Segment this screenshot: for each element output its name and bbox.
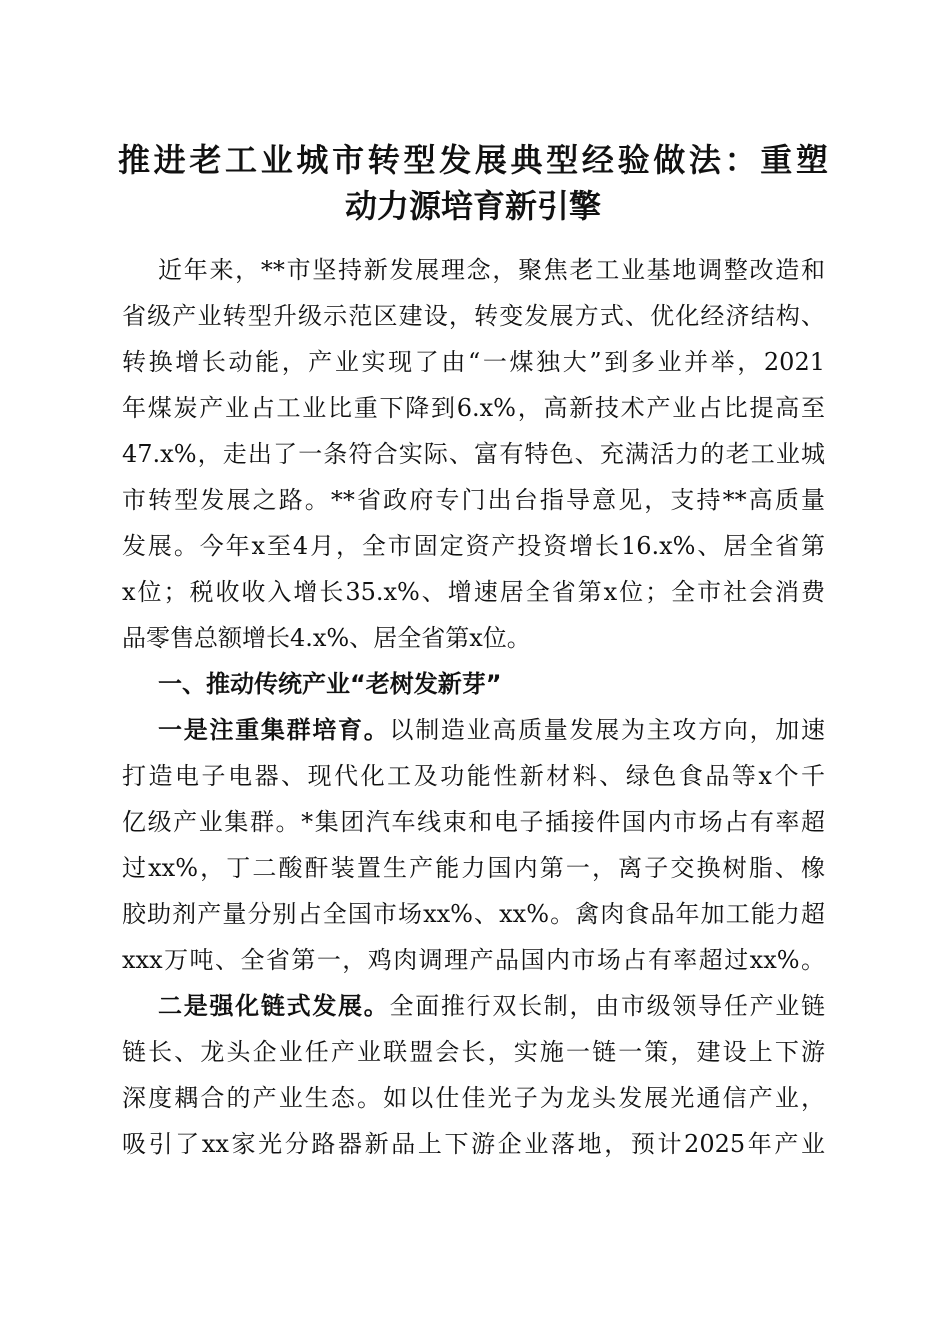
text-line: 近年来，**市坚持新发展理念，聚焦老工业基地调整改造和 [158,256,825,284]
text-run: 全面推行双长制，由市级领导任产业链 [389,992,826,1020]
text-line: 年煤炭产业占工业比重下降到6.x%，高新技术产业占比提高至 [122,394,825,422]
text-line: 发展。今年x至4月，全市固定资产投资增长16.x%、居全省第 [122,532,825,560]
text-line [122,983,825,1029]
paragraph-intro [122,247,825,661]
text-line: 品零售总额增长4.x%、居全省第x位。 [122,624,531,652]
paragraph-lead: 二是强化链式发展。 [158,991,390,1020]
document-body [122,247,825,1167]
text-line: 47.x%，走出了一条符合实际、富有特色、充满活力的老工业城 [122,440,825,468]
text-run: 以制造业高质量发展为主攻方向，加速 [389,716,826,744]
paragraph-chain [122,983,825,1167]
document-title [118,137,828,229]
text-line: 吸引了xx家光分路器新品上下游企业落地，预计2025年产业 [122,1130,825,1158]
text-line: 亿级产业集群。*集团汽车线束和电子插接件国内市场占有率超 [122,808,825,836]
paragraph-cluster [122,707,825,983]
text-line: 转换增长动能，产业实现了由“一煤独大”到多业并举，2021 [122,348,825,376]
text-line: 打造电子电器、现代化工及功能性新材料、绿色食品等x个千 [122,762,825,790]
text-line: 过xx%，丁二酸酐装置生产能力国内第一，离子交换树脂、橡 [122,854,825,882]
section-heading: 一、推动传统产业“老树发新芽” [158,670,502,698]
text-line: 链长、龙头企业任产业联盟会长，实施一链一策，建设上下游 [122,1038,825,1066]
paragraph-lead: 一是注重集群培育。 [158,715,390,744]
text-line: x位；税收收入增长35.x%、增速居全省第x位；全市社会消费 [122,578,825,606]
text-line: 深度耦合的产业生态。如以仕佳光子为龙头发展光通信产业， [122,1084,825,1112]
text-line [122,707,825,753]
text-line: xxx万吨、全省第一，鸡肉调理产品国内市场占有率超过xx%。 [122,946,825,974]
title-line-1: 推进老工业城市转型发展典型经验做法：重塑 [118,141,828,179]
text-line: 省级产业转型升级示范区建设，转变发展方式、优化经济结构、 [122,302,825,330]
text-line: 市转型发展之路。**省政府专门出台指导意见，支持**高质量 [122,486,825,514]
text-line: 胶助剂产量分别占全国市场xx%、xx%。禽肉食品年加工能力超 [122,900,825,928]
title-line-2: 动力源培育新引擎 [344,187,601,225]
